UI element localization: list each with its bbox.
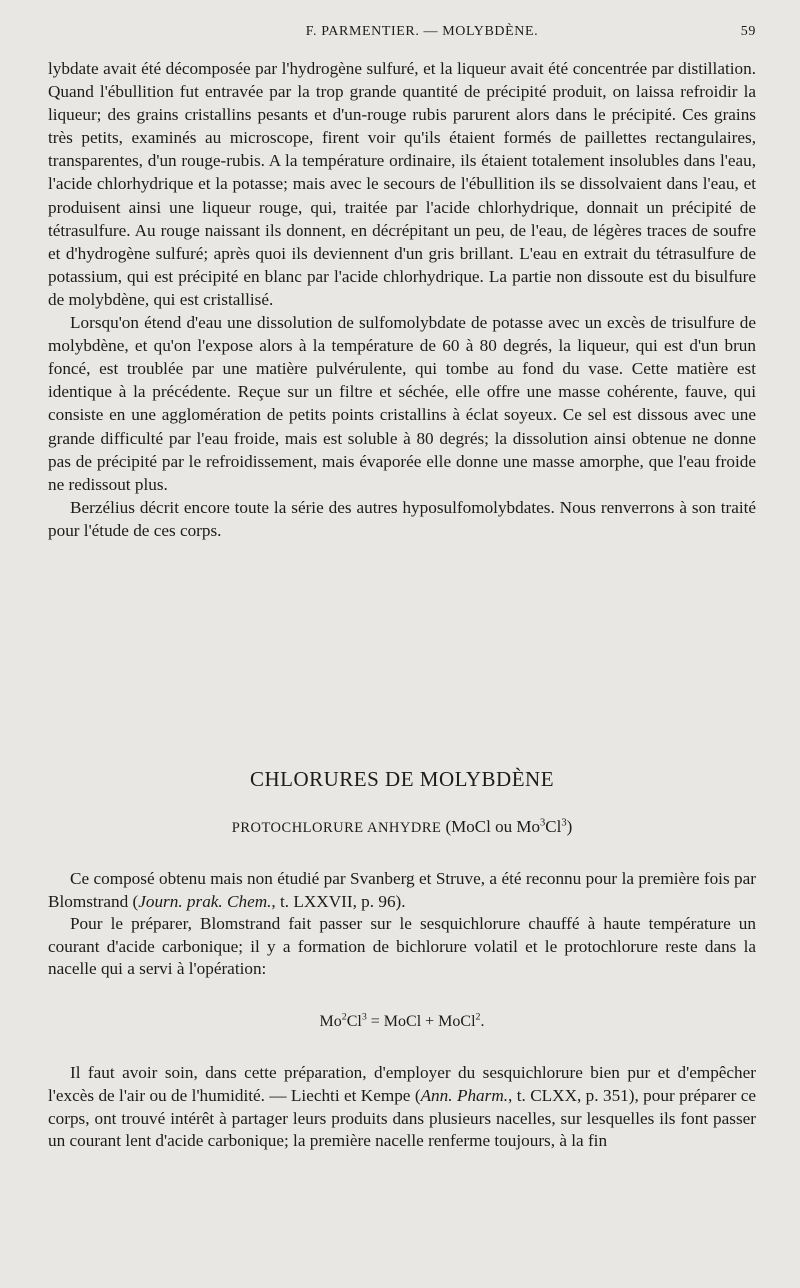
equation-sup: 2: [341, 1011, 347, 1023]
formula-close: ): [566, 817, 573, 836]
journal-reference: Ann. Pharm.: [420, 1085, 509, 1105]
running-head: [48, 24, 756, 50]
text-run: , t. LXXVII, p. 96).: [271, 891, 406, 911]
text-run: , t. CLXX, p. 351), pour préparer ce corps, ont trouvé intérêt à partager leurs produits dans plusieurs nacelles, sur lesquelles ils font passer un courant lent d'acide carbonique; la première nacelle renferme toujours, à la fin: [48, 1085, 756, 1151]
subsection-label: PROTOCHLORURE ANHYDRE: [231, 820, 442, 836]
paragraph-liechti-kempe: [48, 1062, 756, 1153]
equation-sup: 2: [475, 1011, 481, 1023]
equation-sup: 3: [361, 1011, 367, 1023]
paragraph-dissolution: Lorsqu'on étend d'eau une dissolution de sulfomolybdate de potasse avec un excès de trisulfure de molybdène, et qu'on l'expose alors à la température de 60 à 80 degrés, la liqueur, qui est d'un brun foncé, est troublée par une matière pulvérulente, qui tombe au fond du vase. Cette matière est identique à la précédente. Reçue sur un filtre et séchée, elle offre une masse cohérente, fauve, qui consiste en une agglomération de petits points cristallins à éclat soyeux. Ce sel est dissous avec une grande difficulté par l'eau froide, mais est soluble à 80 degrés; la dissolution ainsi obtenue ne donne pas de précipité par le refroidissement, mais évaporée elle donne une masse amorphe, que l'eau froide ne redissout plus.: [48, 313, 756, 494]
subsection-formula: [446, 817, 573, 836]
equation-rhs: = MoCl + MoCl: [366, 1013, 476, 1030]
equation-term: Cl: [346, 1013, 362, 1030]
paragraph-preparation: Pour le préparer, Blomstrand fait passer sur le sesquichlorure chauffé à haute température un courant d'acide carbonique; il y a formation de bichlorure volatil et le protochlorure reste dans la nacelle qui a servi à l'opération:: [48, 914, 756, 979]
running-head-title: F. PARMENTIER. — MOLYBDÈNE.: [305, 24, 539, 39]
body-text-top: [48, 57, 756, 542]
text-run: Ce composé obtenu mais non étudié par Svanberg et Struve, a été reconnu pour la première fois par Blomstrand (: [48, 869, 756, 911]
body-text-bottom: [48, 1062, 756, 1153]
text-run: Il faut avoir soin, dans cette préparation, d'employer du sesquichlorure bien pur et d'empêcher l'excès de l'air ou de l'humidité. — Liechti et Kempe (: [48, 1063, 756, 1105]
chemical-equation: [48, 1013, 756, 1031]
formula-sup: 3: [561, 817, 567, 829]
paragraph-sulfomolybdate: lybdate avait été décomposée par l'hydrogène sulfuré, et la liqueur avait été concentrée par distillation. Quand l'ébullition fut entravée par la trop grande quantité de précipité produit, on laissa refroidir la liqueur; des grains cristallins pesants et d'un-rouge rubis parurent alors dans le précipité. Ces grains très petits, examinés au microscope, firent voir qu'ils étaient formés de paillettes rectangulaires, transparentes, d'un rouge-rubis. A la température ordinaire, ils étaient totalement insolubles dans l'eau, l'acide chlorhydrique et la potasse; mais avec le secours de l'ébullition ils se dissolvaient dans l'eau, et produisent ainsi une liqueur rouge, qui, traitée par l'acide chlorhydrique, donnait un précipité de tétrasulfure. Au rouge naissant ils donnent, en décrépitant un peu, de l'eau, de légères traces de soufre et d'hydrogène sulfuré; après quoi ils deviennent d'un gris brillant. L'eau en extrait du tétrasulfure de potassium, qui est précipité en blanc par l'acide chlorhydrique. La partie non dissoute est du bisulfure de molybdène, qui est cristallisé.: [48, 59, 756, 309]
paragraph-protochlorure: [48, 868, 756, 913]
formula-mid: Cl: [545, 817, 562, 836]
equation-term: Mo: [319, 1013, 342, 1030]
paragraph-berzelius: Berzélius décrit encore toute la série des autres hyposulfomolybdates. Nous renverrons à son traité pour l'étude de ces corps.: [48, 497, 756, 540]
equation-end: .: [480, 1013, 485, 1030]
body-text-protochlorure: [48, 868, 756, 981]
formula-open: (MoCl ou Mo: [445, 817, 540, 836]
section-title: CHLORURES DE MOLYBDÈNE: [249, 767, 555, 791]
journal-reference: Journ. prak. Chem.: [138, 891, 272, 911]
formula-sup: 3: [539, 817, 546, 829]
page-number: 59: [740, 24, 756, 39]
subsection-heading: [48, 817, 756, 837]
